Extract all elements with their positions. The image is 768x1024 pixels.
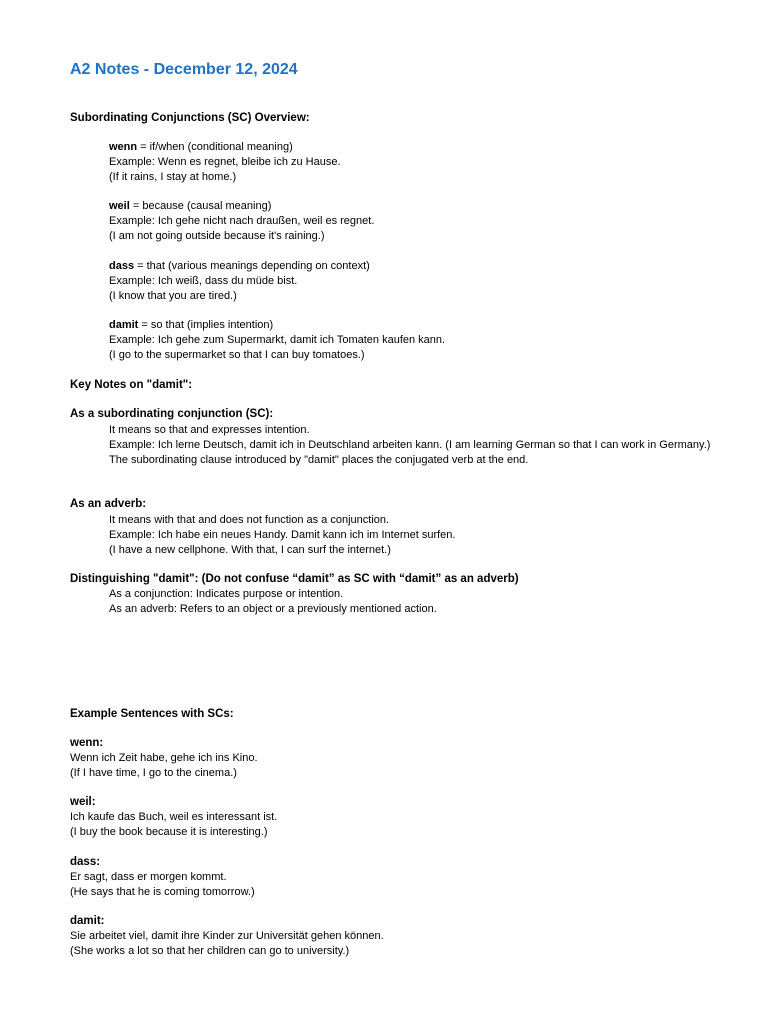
- sc-heading: As a subordinating conjunction (SC):: [70, 408, 274, 420]
- example-sentence: Ich kaufe das Buch, weil es interessant ist.: [70, 811, 278, 823]
- example-sentence: Sie arbeitet viel, damit ihre Kinder zur Universität gehen können.: [70, 930, 384, 942]
- conjunction-translation: (I know that you are tired.): [109, 290, 237, 302]
- note-line: The subordinating clause introduced by "damit" places the conjugated verb at the end.: [109, 454, 529, 466]
- note-line: Example: Ich habe ein neues Handy. Damit kann ich im Internet surfen.: [109, 529, 456, 541]
- conjunction-translation: (I am not going outside because it's raining.): [109, 230, 325, 242]
- conjunction-meaning: = because (causal meaning): [129, 200, 272, 212]
- conjunction-meaning: = that (various meanings depending on context): [134, 260, 370, 272]
- conjunction-translation: (If it rains, I stay at home.): [109, 171, 237, 183]
- conjunction-word: weil: [109, 200, 130, 212]
- conjunction-translation: (I go to the supermarket so that I can buy tomatoes.): [109, 349, 365, 361]
- note-line: (I have a new cellphone. With that, I can surf the internet.): [109, 544, 391, 556]
- example-translation: (I buy the book because it is interesting.): [70, 826, 268, 838]
- conjunction-example: Example: Wenn es regnet, bleibe ich zu Hause.: [109, 156, 341, 168]
- note-line: It means so that and expresses intention.: [109, 424, 310, 436]
- conjunction-word: dass: [109, 260, 135, 272]
- damit-notes-heading: Key Notes on "damit":: [70, 379, 193, 391]
- example-translation: (She works a lot so that her children can go to university.): [70, 945, 350, 957]
- conjunction-meaning: = if/when (conditional meaning): [137, 141, 293, 153]
- example-label: weil:: [70, 796, 96, 808]
- distinguish-heading: Distinguishing "damit": (Do not confuse “damit” as SC with “damit” as an adverb): [70, 573, 519, 585]
- example-wenn: [70, 736, 710, 781]
- note-line: As an adverb: Refers to an object or a previously mentioned action.: [109, 603, 437, 615]
- overview-heading: Subordinating Conjunctions (SC) Overview:: [70, 112, 310, 124]
- note-line: Example: Ich lerne Deutsch, damit ich in Deutschland arbeiten kann. (I am learning German so that I can work in Germany.): [109, 439, 711, 451]
- adverb-notes: [70, 513, 749, 558]
- example-sentence: Er sagt, dass er morgen kommt.: [70, 871, 227, 883]
- example-label: damit:: [70, 915, 105, 927]
- conjunction-word: wenn: [109, 141, 138, 153]
- example-dass: [70, 855, 710, 900]
- adverb-heading: As an adverb:: [70, 498, 147, 510]
- conjunction-example: Example: Ich gehe nicht nach draußen, weil es regnet.: [109, 215, 375, 227]
- example-label: dass:: [70, 856, 101, 868]
- page-title: A2 Notes - December 12, 2024: [70, 61, 298, 78]
- note-line: It means with that and does not function as a conjunction.: [109, 514, 390, 526]
- distinguish-notes: [70, 587, 749, 617]
- example-translation: (He says that he is coming tomorrow.): [70, 886, 255, 898]
- sc-notes: [70, 423, 749, 468]
- conjunction-word: damit: [109, 319, 139, 331]
- conjunction-example: Example: Ich weiß, dass du müde bist.: [109, 275, 298, 287]
- example-weil: [70, 795, 710, 840]
- overview-item-dass: [70, 259, 749, 304]
- example-translation: (If I have time, I go to the cinema.): [70, 767, 237, 779]
- examples-heading: Example Sentences with SCs:: [70, 708, 234, 720]
- conjunction-example: Example: Ich gehe zum Supermarkt, damit ich Tomaten kaufen kann.: [109, 334, 446, 346]
- overview-item-damit: [70, 318, 749, 363]
- example-damit: [70, 914, 710, 959]
- example-sentence: Wenn ich Zeit habe, gehe ich ins Kino.: [70, 752, 258, 764]
- note-line: As a conjunction: Indicates purpose or intention.: [109, 588, 344, 600]
- conjunction-meaning: = so that (implies intention): [138, 319, 274, 331]
- overview-item-wenn: [70, 140, 749, 185]
- example-label: wenn:: [70, 737, 104, 749]
- overview-item-weil: [70, 199, 749, 244]
